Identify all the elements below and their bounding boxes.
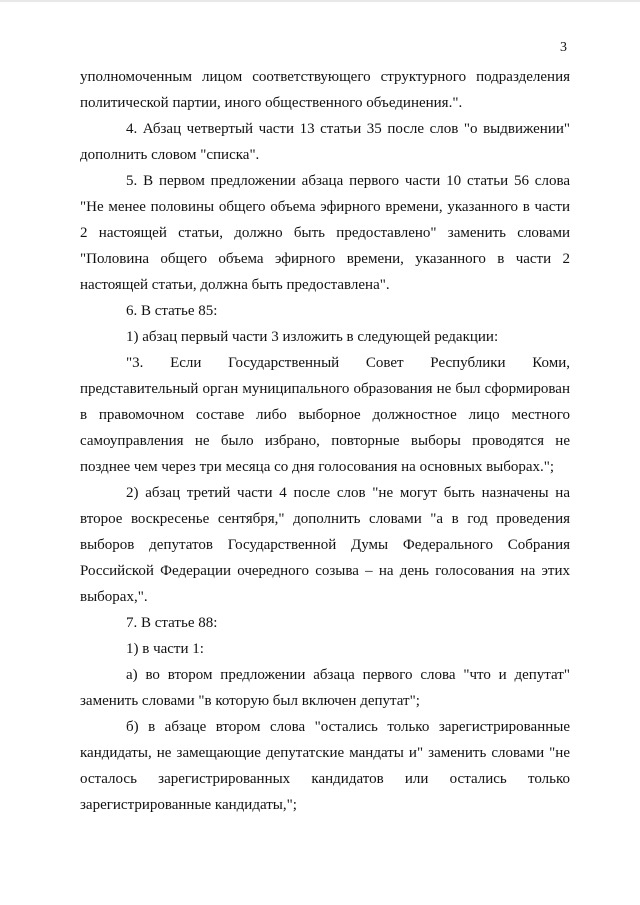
paragraph-10: б) в абзаце втором слова "остались только зарегистрированные кандидаты, не замещающие депутатские мандаты и" заменить словами "не осталось зарегистрированных кандидатов или остались только зарегистрированные кандидаты,"; xyxy=(80,719,570,813)
paragraph-6: 2) абзац третий части 4 после слов "не могут быть назначены на второе воскресенье сентября," дополнить словами "а в год проведения выборов депутатов Государственной Думы Федерального Собрания Российской Федерации очередного созыва – на день голосования на этих выборах,". xyxy=(80,485,570,605)
paragraph-4: 1) абзац первый части 3 изложить в следующей редакции: xyxy=(126,329,499,345)
paragraph-8: 1) в части 1: xyxy=(126,641,204,657)
paragraph-0: уполномоченным лицом соответствующего структурного подразделения политической партии, иного общественного объединения.". xyxy=(80,69,570,111)
paragraph-3: 6. В статье 85: xyxy=(126,303,218,319)
page-number: 3 xyxy=(560,40,567,55)
paragraph-7: 7. В статье 88: xyxy=(126,615,218,631)
paragraph-5: "3. Если Государственный Совет Республики Коми, представительный орган муниципального образования не был сформирован в правомочном составе либо выборное должностное лицо местного самоуправления не было избрано, повторные выборы проводятся не позднее чем через три месяца со дня голосования на основных выборах."; xyxy=(80,355,570,475)
paragraph-2: 5. В первом предложении абзаца первого части 10 статьи 56 слова "Не менее половины общего объема эфирного времени, указанного в части 2 настоящей статьи, должно быть предоставлено" заменить словами "Половина общего объема эфирного времени, указанного в части 2 настоящей статьи, должна быть предоставлена". xyxy=(80,173,570,293)
paragraph-9: а) во втором предложении абзаца первого слова "что и депутат" заменить словами "в которую был включен депутат"; xyxy=(80,667,570,709)
paragraph-1: 4. Абзац четвертый части 13 статьи 35 после слов "о выдвижении" дополнить словом "списка". xyxy=(80,121,570,163)
scan-edge-line xyxy=(0,0,640,2)
document-body xyxy=(80,64,570,818)
